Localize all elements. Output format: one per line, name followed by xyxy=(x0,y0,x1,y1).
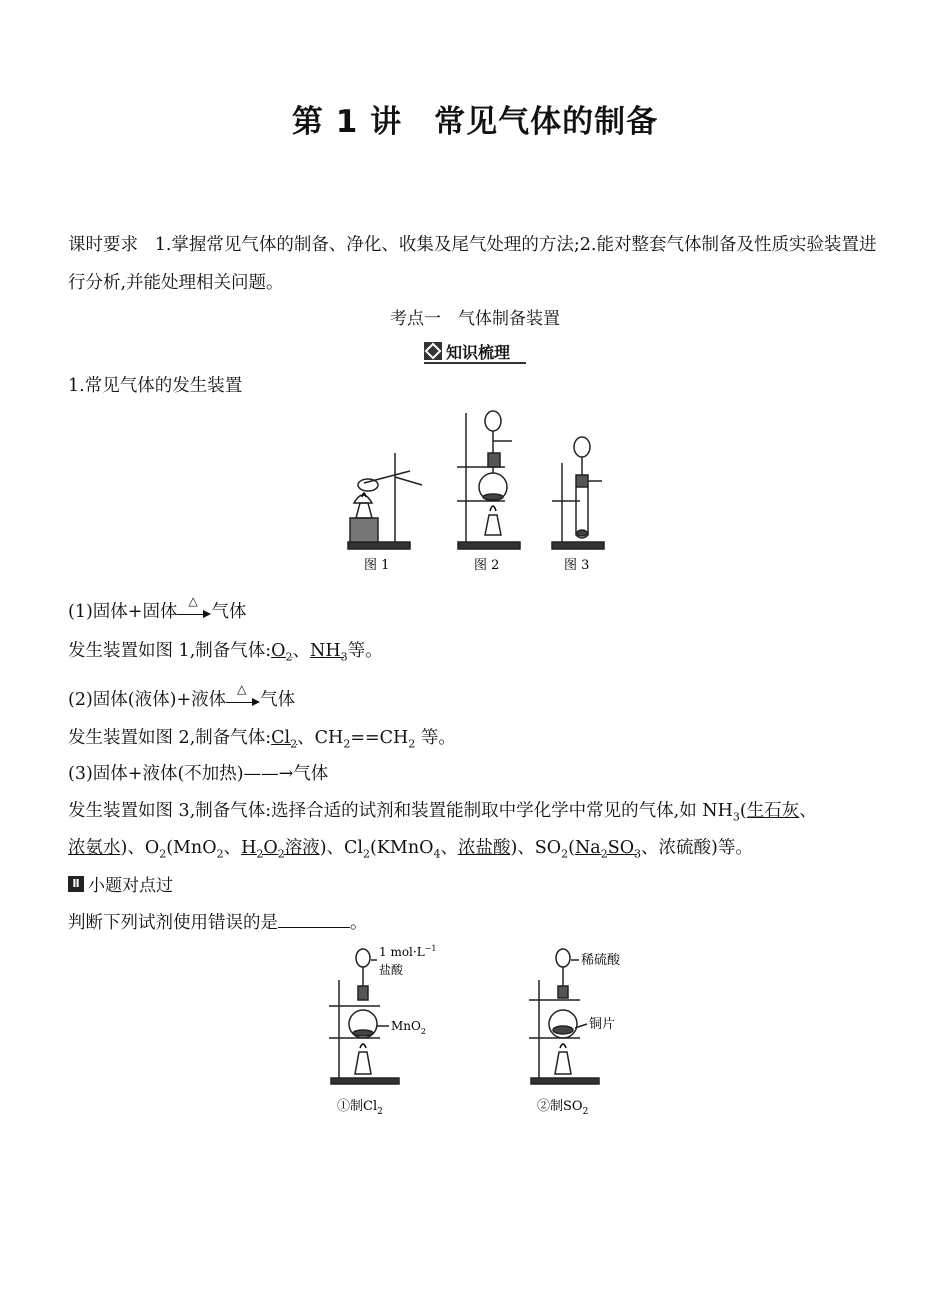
item-2-description: 发生装置如图 2,制备气体$:Cl_2$、$CH_2==CH_2$ 等。 xyxy=(68,728,456,751)
item-1-description: 发生装置如图 1,制备气体$:O_2$、$NH_3$等。 xyxy=(68,641,383,664)
question-figure-1-caption: ①制$Cl_2$ xyxy=(337,1099,383,1117)
requirements-label: 课时要求 xyxy=(68,235,138,255)
figure-2-apparatus xyxy=(457,411,520,549)
acid-concentration-label: 1 $mol\cdot L^{-1}$ xyxy=(379,944,437,959)
answer-na2so3: $Na_2SO_3$ xyxy=(574,838,642,861)
item-2-desc-text: 发生装置如图 2,制备气体: xyxy=(68,728,272,748)
heat-arrow-icon xyxy=(177,593,211,620)
item-2-prefix: (2)固体(液体)+液体 xyxy=(68,690,227,710)
apparatus-figures xyxy=(340,405,620,575)
answer-quicklime: 生石灰 xyxy=(746,801,800,821)
question: 判断下列试剂使用错误的是 。 xyxy=(68,913,368,933)
diamond-icon xyxy=(424,342,442,360)
figure-1-apparatus xyxy=(348,453,422,549)
course-requirements xyxy=(68,226,888,302)
figure-3-apparatus xyxy=(552,437,604,549)
question-figures xyxy=(325,940,645,1120)
item-2-suffix: 气体 xyxy=(260,690,296,710)
solid-label-copper: 铜片 xyxy=(589,1017,616,1032)
page-title: 第 1 讲 常见气体的制备 xyxy=(291,104,659,140)
subsection-label: 小题对点过 xyxy=(88,876,173,896)
section-title: 考点一 气体制备装置 xyxy=(390,309,560,329)
item-3-description-line-1: 发生装置如图 3,制备气体:选择合适的试剂和装置能制取中学化学中常见的气体,如 $NH_3$(生石灰、 xyxy=(68,801,817,824)
figure-2-caption: 图 2 xyxy=(474,558,500,573)
badge-label: 知识梳理 xyxy=(446,342,511,362)
answer-nh3: $NH_3$ xyxy=(310,641,348,664)
figure-1-caption: 图 1 xyxy=(364,558,390,573)
item-1-prefix: (1)固体+固体 xyxy=(68,602,178,622)
acid-label-dilute-h2so4: 稀硫酸 xyxy=(581,953,621,968)
heat-symbol: △ xyxy=(188,593,198,608)
requirements-text: 1.掌握常见气体的制备、净化、收集及尾气处理的方法;2.能对整套气体制备及性质实验装置进行分析,并能处理相关问题。 xyxy=(68,235,877,293)
item-3-equation: (3)固体+液体(不加热)——→气体 xyxy=(68,764,329,784)
answer-blank[interactable] xyxy=(278,913,350,928)
item-1-suffix: 气体 xyxy=(211,602,247,622)
question-figure-2-caption: ②制$SO_2$ xyxy=(537,1099,589,1117)
solid-label-mno2: MnO$_2$ xyxy=(391,1019,426,1036)
answer-h2o2: $H_2O_2$溶液 xyxy=(241,838,320,861)
answer-o2: $O_2$ xyxy=(271,641,293,664)
heat-symbol: △ xyxy=(237,681,247,696)
acid-label-hcl: 盐酸 xyxy=(379,963,404,977)
subsection-heading xyxy=(68,871,173,896)
item-2-equation xyxy=(68,681,296,711)
knowledge-badge xyxy=(424,340,526,364)
item-1-desc-text: 发生装置如图 1,制备气体: xyxy=(68,641,272,661)
heading-generation-devices: 1.常见气体的发生装置 xyxy=(68,376,243,396)
heat-arrow-icon xyxy=(226,681,260,708)
figure-3-caption: 图 3 xyxy=(564,558,590,573)
section-marker-icon: Ⅱ xyxy=(68,876,84,892)
answer-ammonia-water: 浓氨水 xyxy=(68,838,121,858)
item-3-description-line-2: 浓氨水)、$O_2(MnO_2$、$H_2O_2$溶液)、$Cl_2(KMnO_4$、浓盐酸)、$SO_2(Na_2SO_3$、浓硫酸)等。 xyxy=(68,838,753,861)
item-1-equation xyxy=(68,593,247,623)
answer-conc-hcl: 浓盐酸 xyxy=(457,838,511,858)
question-text: 判断下列试剂使用错误的是 xyxy=(68,913,278,933)
answer-cl2: $Cl_2$ xyxy=(271,728,298,751)
